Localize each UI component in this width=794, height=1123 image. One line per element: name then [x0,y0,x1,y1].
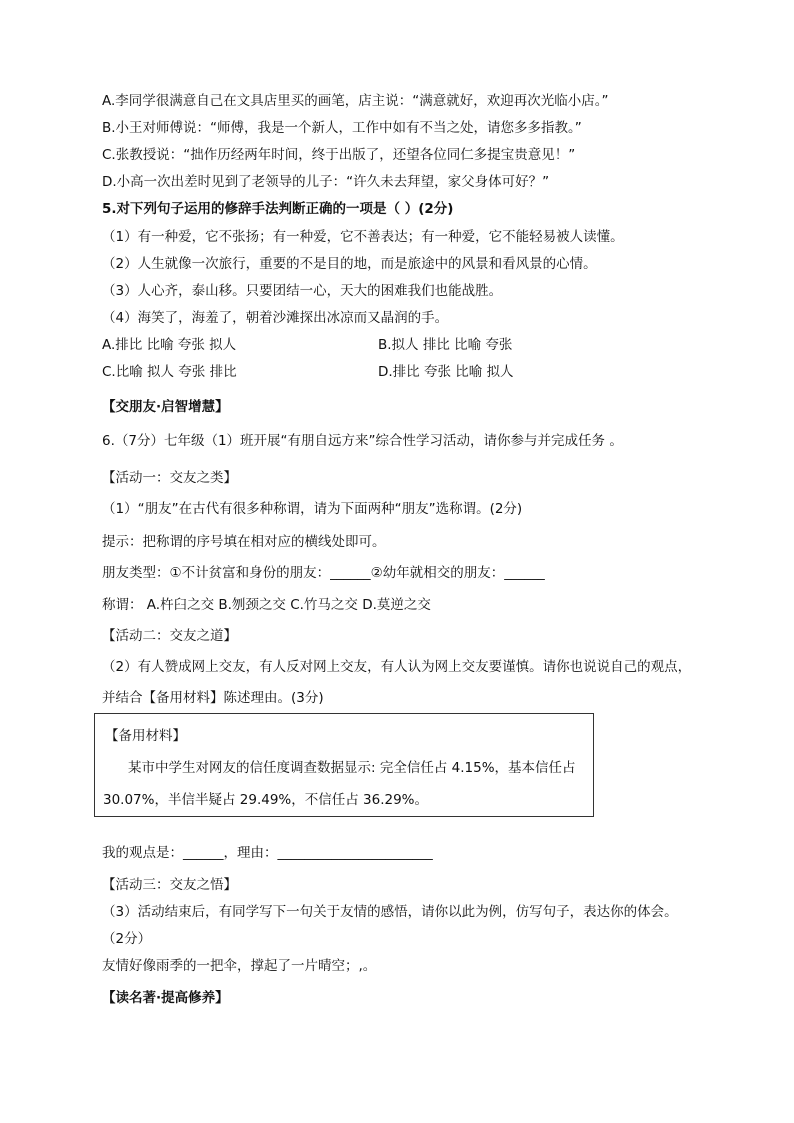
activity-2-question-line-2: 并结合【备用材料】陈述理由。(3分) [102,690,324,706]
reference-material-box [94,713,594,817]
material-line-1: 某市中学生对网友的信任度调查数据显示: 完全信任占 4.15%，基本信任占 [128,760,576,776]
activity-2-question-line-1: （2）有人赞成网上交友，有人反对网上交友，有人认为网上交友要谨慎。请你也说说自己的观点， [102,659,692,675]
q5-sentence-4: （4）海笑了，海羞了，朝着沙滩探出冰凉而又晶润的手。 [102,310,449,326]
q4-option-d: D.小高一次出差时见到了老领导的儿子：“许久未去拜望，家父身体可好？” [102,174,550,190]
q4-option-b: B.小王对师傅说：“师傅，我是一个新人，工作中如有不当之处，请您多多指教。” [102,120,582,136]
activity-1-question: （1）“朋友”在古代有很多种称谓，请为下面两种“朋友”选称谓。(2分) [102,501,523,517]
q5-sentence-1: （1）有一种爱，它不张扬；有一种爱，它不善表达；有一种爱，它不能轻易被人读懂。 [102,229,624,245]
activity-1-friend-types: 朋友类型：①不计贫富和身份的朋友：______②幼年就相交的朋友：______ [102,565,545,581]
material-line-2: 30.07%，半信半疑占 29.49%，不信任占 36.29%。 [103,792,429,808]
q4-option-c: C.张教授说：“拙作历经两年时间，终于出版了，还望各位同仁多提宝贵意见！” [102,147,576,163]
activity-1-title: 【活动一：交友之类】 [102,470,237,486]
q6-stem: 6.（7分）七年级（1）班开展“有朋自远方来”综合性学习活动，请你参与并完成任务 。 [102,433,623,449]
q5-option-b: B.拟人 排比 比喻 夸张 [378,337,513,353]
q4-option-a: A.李同学很满意自己在文具店里买的画笔，店主说：“满意就好，欢迎再次光临小店。” [102,93,609,109]
activity-2-title: 【活动二：交友之道】 [102,628,237,644]
q5-option-d: D.排比 夸张 比喻 拟人 [378,364,514,380]
section-title-friends: 【交朋友·启智增慧】 [102,399,229,415]
activity-1-hint: 提示：把称谓的序号填在相对应的横线处即可。 [102,534,386,550]
activity-3-example: 友情好像雨季的一把伞，撑起了一片晴空；,。 [102,958,377,974]
activity-3-question-line-1: （3）活动结束后，有同学写下一句关于友情的感悟，请你以此为例，仿写句子，表达你的体会。 [102,904,678,920]
q5-sentence-2: （2）人生就像一次旅行，重要的不是目的地，而是旅途中的风景和看风景的心情。 [102,256,597,272]
activity-3-question-line-2: （2分） [102,931,152,947]
q5-option-c: C.比喻 拟人 夸张 排比 [102,364,237,380]
activity-3-title: 【活动三：交友之悟】 [102,877,237,893]
answer-line: 我的观点是：______，理由：_______________________ [102,845,433,861]
q5-stem: 5.对下列句子运用的修辞手法判断正确的一项是（ ）(2分) [102,201,454,217]
q5-options-row-1 [102,335,236,355]
section-title-classics: 【读名著·提高修养】 [102,990,229,1006]
q5-sentence-3: （3）人心齐，泰山移。只要团结一心，天大的困难我们也能战胜。 [102,283,503,299]
material-title: 【备用材料】 [105,728,186,744]
activity-1-names: 称谓： A.杵臼之交 B.刎颈之交 C.竹马之交 D.莫逆之交 [102,597,431,613]
q5-option-a: A.排比 比喻 夸张 拟人 [102,337,237,353]
